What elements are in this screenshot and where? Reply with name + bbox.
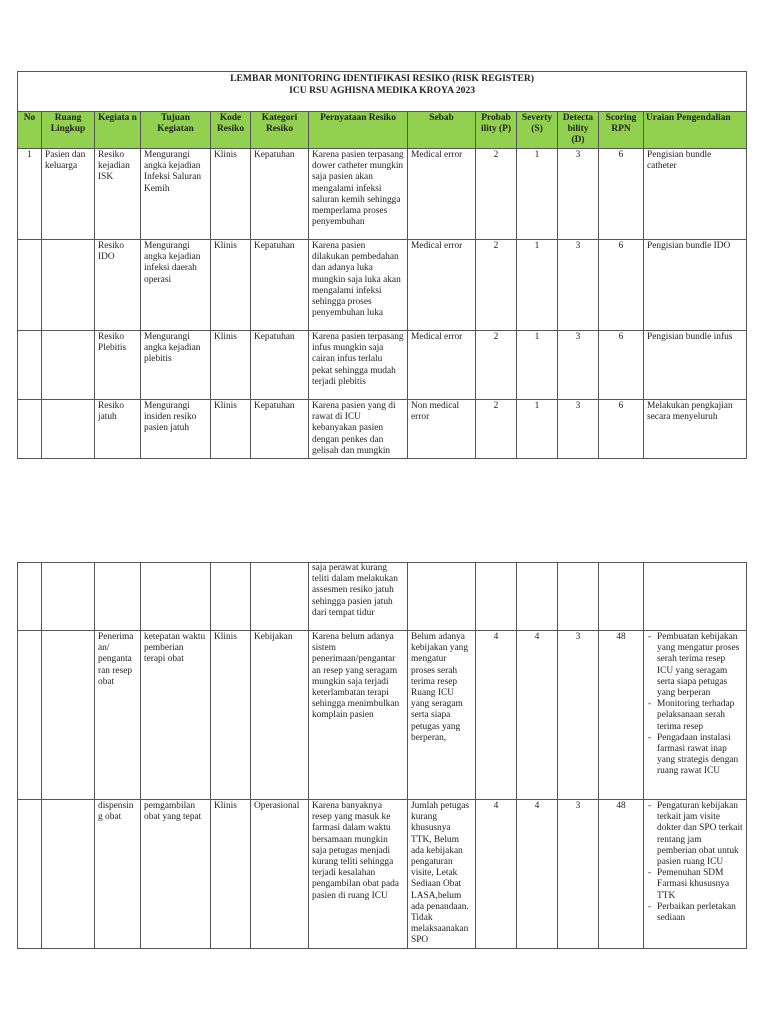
cell-ruang <box>42 631 95 800</box>
table-row <box>18 400 747 459</box>
cell-probability <box>476 563 517 631</box>
cell-no <box>18 331 42 400</box>
cell-kode: Klinis <box>211 800 251 949</box>
cell-kegiatan: Resiko jatuh <box>95 400 141 459</box>
header-no: No <box>18 112 42 149</box>
cell-tujuan: Mengurangi insiden resiko pasien jatuh <box>141 400 211 459</box>
cell-rpn <box>599 563 644 631</box>
cell-kategori: Kepatuhan <box>251 240 309 331</box>
cell-uraian <box>644 631 747 800</box>
cell-kode: Klinis <box>211 331 251 400</box>
cell-sebab: Medical error <box>408 240 476 331</box>
cell-tujuan: Mengurangi angka kejadian Infeksi Saluran Kemih <box>141 149 211 240</box>
cell-severity: 1 <box>517 331 558 400</box>
cell-ruang <box>42 563 95 631</box>
cell-sebab: Non medical error <box>408 400 476 459</box>
cell-uraian: Melakukan pengkajian secara menyeluruh <box>644 400 747 459</box>
cell-sebab: Jumlah petugas kurang khususnya TTK, Belum ada kebijakan pengaturan visite, Letak Sediaan Obat LASA,belum ada penandaan. Tidak melaksaanakan SPO <box>408 800 476 949</box>
cell-rpn: 6 <box>599 149 644 240</box>
control-list <box>647 801 743 924</box>
list-item: - Pemenuhan SDM Farmasi khususnya TTK <box>647 868 743 902</box>
header-rpn: Scoring RPN <box>599 112 644 149</box>
header-detectability: Detecta bility (D) <box>558 112 599 149</box>
cell-detectability: 3 <box>558 400 599 459</box>
cell-rpn: 48 <box>599 800 644 949</box>
table-row <box>18 631 747 800</box>
header-severity: Severty (S) <box>517 112 558 149</box>
cell-tujuan: ketepatan waktu pemberian terapi obat <box>141 631 211 800</box>
cell-no <box>18 631 42 800</box>
cell-severity: 1 <box>517 240 558 331</box>
cell-pernyataan: Karena pasien terpasang infus mungkin saja cairan infus terlalu pekat sehingga mudah terjadi plebitis <box>309 331 408 400</box>
cell-uraian <box>644 563 747 631</box>
cell-sebab <box>408 563 476 631</box>
cell-pernyataan: Karena pasien yang di rawat di ICU kebanyakan pasien dengan penkes dan gelisah dan mungkin <box>309 400 408 459</box>
header-ruang-lingkup: Ruang Lingkup <box>42 112 95 149</box>
list-item: - Pembuatan kebijakan yang mengatur proses serah terima resep ICU yang seragam serta siapa petugas yang berperan <box>647 632 743 699</box>
cell-kegiatan <box>95 563 141 631</box>
list-item: - Perbaikan perletakan sediaan <box>647 902 743 924</box>
cell-probability: 2 <box>476 240 517 331</box>
title-line-1: LEMBAR MONITORING IDENTIFIKASI RESIKO (RISK REGISTER) <box>230 73 535 84</box>
header-kategori: Kategori Resiko <box>251 112 309 149</box>
cell-detectability: 3 <box>558 149 599 240</box>
cell-detectability <box>558 563 599 631</box>
header-uraian: Uraian Pengendalian <box>644 112 747 149</box>
cell-no <box>18 800 42 949</box>
cell-kategori: Kebijakan <box>251 631 309 800</box>
cell-severity <box>517 563 558 631</box>
cell-kategori: Kepatuhan <box>251 331 309 400</box>
cell-severity: 4 <box>517 631 558 800</box>
cell-pernyataan: Karena pasien dilakukan pembedahan dan adanya luka mungkin saja luka akan mengalami infeksi sehingga proses penyembuhan luka <box>309 240 408 331</box>
cell-no <box>18 240 42 331</box>
cell-kegiatan: Penerima an/ penganta ran resep obat <box>95 631 141 800</box>
cell-pernyataan: Karena banyaknya resep yang masuk ke farmasi dalam waktu bersamaan mungkin saja petugas menjadi kurang teliti sehingga terjadi kesalahan pengambilan obat pada pasien di ruang ICU <box>309 800 408 949</box>
cell-probability: 2 <box>476 149 517 240</box>
cell-uraian <box>644 800 747 949</box>
table-row <box>18 800 747 949</box>
document-title <box>18 72 747 112</box>
cell-rpn: 6 <box>599 400 644 459</box>
cell-probability: 2 <box>476 331 517 400</box>
cell-rpn: 48 <box>599 631 644 800</box>
cell-no: 1 <box>18 149 42 240</box>
cell-no <box>18 563 42 631</box>
header-probability: Probab ility (P) <box>476 112 517 149</box>
table-row <box>18 240 747 331</box>
cell-kode: Klinis <box>211 400 251 459</box>
list-item: - Pengadaan instalasi farmasi rawat inap yang strategis dengan ruang rawat ICU <box>647 733 743 778</box>
cell-uraian: Pengisian bundle IDO <box>644 240 747 331</box>
cell-ruang <box>42 800 95 949</box>
cell-kegiatan: Resiko kejadian ISK <box>95 149 141 240</box>
cell-kategori: Kepatuhan <box>251 149 309 240</box>
cell-kegiatan: Resiko IDO <box>95 240 141 331</box>
cell-kode: Klinis <box>211 149 251 240</box>
cell-detectability: 3 <box>558 240 599 331</box>
cell-uraian: Pengisian bundle catheter <box>644 149 747 240</box>
cell-probability: 4 <box>476 800 517 949</box>
header-kode: Kode Resiko <box>211 112 251 149</box>
cell-rpn: 6 <box>599 240 644 331</box>
cell-tujuan: pemgambilan obat yang tepat <box>141 800 211 949</box>
control-list <box>647 632 743 778</box>
header-pernyataan: Pernyataan Resiko <box>309 112 408 149</box>
cell-kode <box>211 563 251 631</box>
table-row <box>18 563 747 631</box>
cell-uraian: Pengisian bundle infus <box>644 331 747 400</box>
cell-kategori: Operasional <box>251 800 309 949</box>
cell-tujuan <box>141 563 211 631</box>
cell-kategori: Kepatuhan <box>251 400 309 459</box>
cell-probability: 4 <box>476 631 517 800</box>
risk-register-table-page1 <box>17 71 747 459</box>
cell-severity: 4 <box>517 800 558 949</box>
cell-sebab: Belum adanya kebijakan yang mengatur proses serah terima resep Ruang ICU yang seragam serta siapa petugas yang berperan, <box>408 631 476 800</box>
table-row <box>18 331 747 400</box>
cell-detectability: 3 <box>558 631 599 800</box>
cell-detectability: 3 <box>558 331 599 400</box>
cell-severity: 1 <box>517 400 558 459</box>
cell-ruang: Pasien dan keluarga <box>42 149 95 240</box>
cell-pernyataan: Karena pasien terpasang dower catheter mungkin saja pasien akan mengalami infeksi saluran kemih sehingga memperlama proses penyembuhan <box>309 149 408 240</box>
cell-kode: Klinis <box>211 631 251 800</box>
header-tujuan: Tujuan Kegiatan <box>141 112 211 149</box>
cell-pernyataan: Karena belum adanya sistem penerimaan/pengantar an resep yang seragam mungkin saja terjadi keterlambatan terapi sehingga menimbulkan komplain pasien <box>309 631 408 800</box>
title-line-2: ICU RSU AGHISNA MEDIKA KROYA 2023 <box>289 85 476 96</box>
cell-rpn: 6 <box>599 331 644 400</box>
cell-ruang <box>42 240 95 331</box>
cell-severity: 1 <box>517 149 558 240</box>
cell-kegiatan: dispensin g obat <box>95 800 141 949</box>
table-row <box>18 149 747 240</box>
cell-ruang <box>42 400 95 459</box>
list-item: - Monitoring terhadap pelaksanaan serah terima resep <box>647 699 743 733</box>
cell-ruang <box>42 331 95 400</box>
cell-kode: Klinis <box>211 240 251 331</box>
table-header-row <box>18 112 747 149</box>
cell-sebab: Medical error <box>408 149 476 240</box>
cell-kategori <box>251 563 309 631</box>
list-item: - Pengaturan kebijakan terkait jam visite dokter dan SPO terkait rentang jam pemberian obat untuk pasien ruang ICU <box>647 801 743 868</box>
cell-probability: 2 <box>476 400 517 459</box>
cell-tujuan: Mengurangi angka kejadian infeksi daerah operasi <box>141 240 211 331</box>
risk-register-table-page2 <box>17 562 747 949</box>
cell-kegiatan: Resiko Plebitis <box>95 331 141 400</box>
cell-pernyataan-continued: saja perawat kurang teliti dalam melakukan assesmen resiko jatuh sehingga pasien jatuh dari tempat tidur <box>309 563 408 631</box>
header-kegiatan: Kegiata n <box>95 112 141 149</box>
cell-no <box>18 400 42 459</box>
cell-sebab: Medical error <box>408 331 476 400</box>
cell-detectability: 3 <box>558 800 599 949</box>
header-sebab: Sebab <box>408 112 476 149</box>
cell-tujuan: Mengurangi angka kejadian plebitis <box>141 331 211 400</box>
